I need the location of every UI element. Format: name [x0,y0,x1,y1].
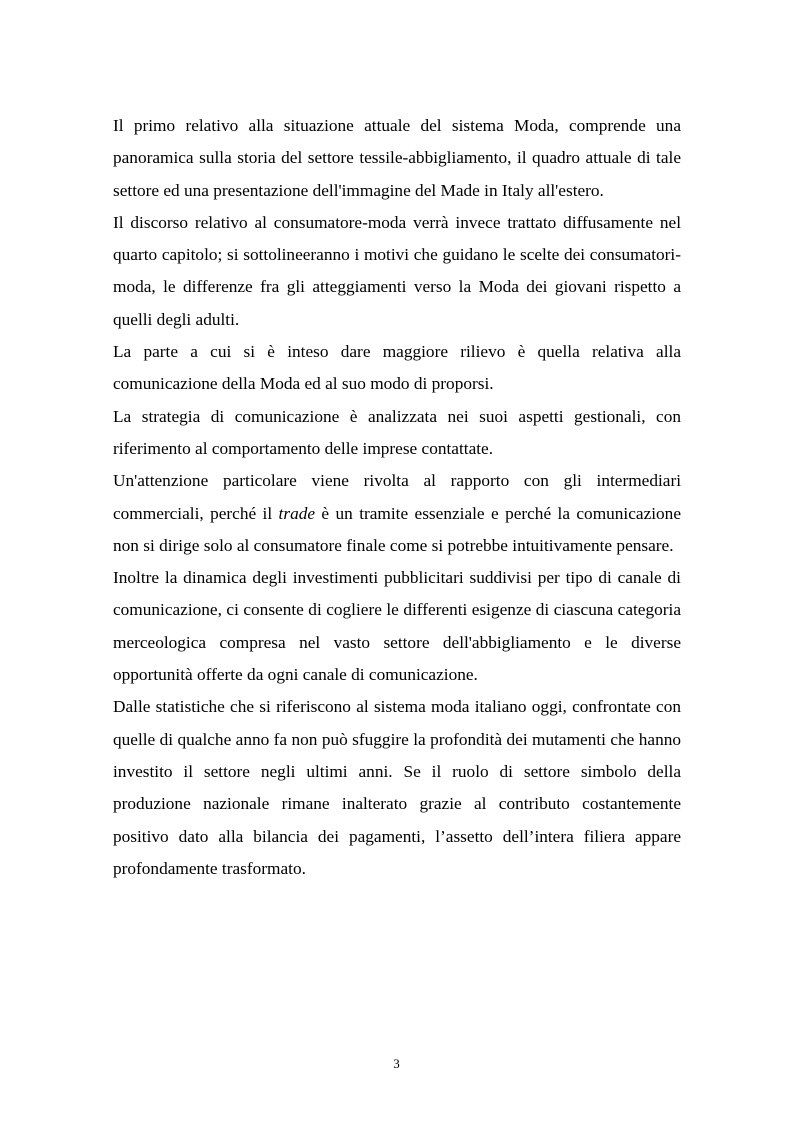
paragraph-7: Dalle statistiche che si riferiscono al sistema moda italiano oggi, confrontate con quelle di qualche anno fa non può sfuggire la profondità dei mutamenti che hanno investito il settore negli ultimi anni. Se il ruolo di settore simbolo della produzione nazionale rimane inalterato grazie al contributo costantemente positivo dato alla bilancia dei pagamenti, l’assetto dell’intera filiera appare profondamente trasformato. [113,697,681,878]
trade-italic-term: trade [278,503,316,523]
paragraph-5 [113,465,681,562]
paragraph-2: Il discorso relativo al consumatore-moda verrà invece trattato diffusamente nel quarto capitolo; si sottolineeranno i motivi che guidano le scelte dei consumatori-moda, le differenze fra gli atteggiamenti verso la Moda dei giovani rispetto a quelli degli adulti. [113,212,681,329]
paragraph-4: La strategia di comunicazione è analizzata nei suoi aspetti gestionali, con riferimento al comportamento delle imprese contattate. [113,406,681,458]
page-number: 3 [393,1056,400,1071]
paragraph-3: La parte a cui si è inteso dare maggiore rilievo è quella relativa alla comunicazione della Moda ed al suo modo di proporsi. [113,342,681,394]
paragraph-5-before: Un'attenzione particolare viene rivolta al rapporto con gli intermediari commerciali, perché il [113,471,681,523]
body-text [113,110,681,885]
paragraph-5-after: è un tramite essenziale e perché la comunicazione non si dirige solo al consumatore finale come si potrebbe intuitivamente pensare. [113,503,681,555]
paragraph-1: Il primo relativo alla situazione attuale del sistema Moda, comprende una panoramica sulla storia del settore tessile-abbigliamento, il quadro attuale di tale settore ed una presentazione dell'immagine del Made in Italy all'estero. [113,116,681,200]
paragraph-6: Inoltre la dinamica degli investimenti pubblicitari suddivisi per tipo di canale di comunicazione, ci consente di cogliere le differenti esigenze di ciascuna categoria merceologica compresa nel vasto settore dell'abbigliamento e le diverse opportunità offerte da ogni canale di comunicazione. [113,568,681,685]
